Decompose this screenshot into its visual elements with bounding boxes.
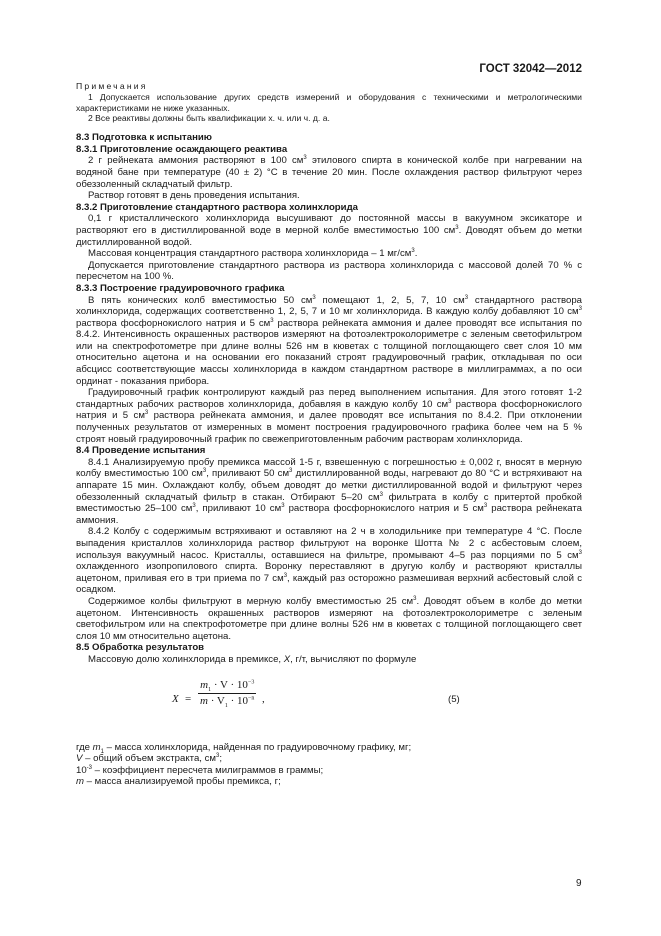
section-8-3-heading: 8.3 Подготовка к испытанию — [76, 132, 212, 144]
fraction-bar — [198, 693, 256, 694]
formula-fraction — [198, 680, 256, 708]
page-number: 9 — [576, 878, 582, 889]
section-8-3-2-para-2: Массовая концентрация стандартного раствора холинхлорида – 1 $мг/см^3$. — [88, 247, 418, 260]
formula-number: (5) — [448, 693, 460, 705]
where-line-4: m – масса анализируемой пробы премикса, г; — [76, 776, 281, 788]
formula-5 — [76, 674, 582, 732]
document-id: ГОСТ 32042—2012 — [479, 63, 582, 75]
section-8-3-1-heading: 8.3.1 Приготовление осаждающего реактива — [76, 143, 288, 155]
section-8-3-3-heading: 8.3.3 Построение градуировочного графика — [76, 282, 285, 294]
section-8-3-3-para-1: В пять конических колб вместимостью 50 $см^3$ помещают 1, 2, 5, 7, 10 $см^3$ стандартного раствора холинхлорида, содержащих соответственно 1, 2, 5, 7 и 10 мг холинхлорида. В каждую колбу добавляют 10 $см^3$ раствора фосфорнокислого натрия и 5 $см^3$ раствора рейнеката аммония и далее проводят все испытания по 8.4.2. Интенсивность окрашенных растворов измеряют на фотоэлектроколориметре с зеленым светофильтром или на спектрофотометре при длине волны 526 нм в кюветах с толщиной поглощающего свет слоя 10 мм относительно ацетона и на основании его показаний строят градуировочный график, откладывая по оси абсцисс соответствующие массы холинхлорида в каждом стандартном растворе в миллиграммах, а по оси ординат - показания прибора. — [76, 294, 583, 387]
section-8-5-intro: Массовую долю холинхлорида в премиксе, X, г/т, вычисляют по формуле — [88, 653, 417, 665]
where-line-3: $10^{-3}$ – коэффициент пересчета милиграммов в граммы; — [76, 764, 324, 776]
section-8-3-2-heading: 8.3.2 Приготовление стандартного раствора холинхлорида — [76, 201, 358, 213]
section-8-3-1-para-2: Раствор готовят в день проведения испытания. — [88, 190, 300, 202]
section-8-3-2-para-3: Допускается приготовление стандартного раствора из раствора холинхлорида с массовой долей 70 % с пересчетом на 100 %. — [76, 259, 582, 283]
note-title: Примечания — [76, 81, 148, 91]
section-8-5-heading: 8.5 Обработка результатов — [76, 642, 205, 654]
section-8-3-2-para-1: 0,1 г кристаллического холинхлорида высушивают до постоянной массы в вакуумном эксикаторе и растворяют его в дистиллированной воде в мерной колбе вместимостью 100 $см^3$. Доводят объем до метки дистиллированной водой. — [76, 213, 582, 248]
section-8-4-2-para-2: Содержимое колбы фильтруют в мерную колбу вместимостью 25 $см^3$. Доводят объем в колбе до метки ацетоном. Интенсивность окрашенных растворов измеряют на фотоэлектроколориметре с зеленым светофильтром или на спектрофотометре при длине волны 526 нм в кюветах с толщиной поглощающего свет слоя 10 мм относительно ацетона. — [76, 595, 582, 642]
formula-equals: = — [185, 692, 192, 705]
section-8-3-3-para-2: Градуировочный график контролируют каждый раз перед выполнением испытания. Для этого готовят 1-2 стандартных рабочих растворов холинхлорида, добавляя в каждую колбу 10 $см^3$ раствора фосфорнокислого натрия и 5 $см^3$ раствора рейнеката аммония, и далее проводят все испытания по 8.4.2. При отклонении полученных результатов от измеренных в момент построения градуировочного графика более чем на 5 % строят новый градуировочный график по свежеприготовленным рабочим растворам холинхлорида. — [76, 387, 582, 445]
formula-numerator: $m_1 \cdot V \cdot 10^{-3}$ — [200, 678, 255, 693]
formula-denominator: $m \cdot V_1 \cdot 10^{-n}$ — [200, 695, 255, 710]
page-body — [76, 81, 582, 788]
section-8-4-heading: 8.4 Проведение испытания — [76, 445, 206, 457]
section-8-4-2-para: 8.4.2 Колбу с содержимым встряхивают и оставляют на 2 ч в холодильнике при температуре 4 °С. После выпадения кристаллов холинхлорида раствор фильтруют на воронке Шотта № 2 с асбестовым слоем, используя вакуумный насос. Кристаллы, оставшиеся на фильтре, промывают 4–5 раз порциями по 5 $см^3$ охлажденного изопропилового спирта. Воронку переставляют в другую колбу и растворяют кристаллы ацетоном, приливая его в три приема по 7 $см^3$, каждый раз осторожно размешивая верхний асбестовый слой с осадком. — [76, 526, 582, 596]
where-line-2: V – общий объем экстракта, $см^3$; — [76, 752, 223, 765]
section-8-3-1-para-1: 2 г рейнеката аммония растворяют в 100 $см^3$ этилового спирта в конической колбе при нагревании на водяной бане при температуре (40 ± 2) °С в течение 20 мин. После охлаждения раствор фильтруют через обеззоленный складчатый фильтр. — [76, 155, 582, 190]
formula-comma: , — [262, 692, 265, 705]
note-item-1: 1 Допускается использование других средств измерений и оборудования с техническими и метрологическими характеристиками не ниже указанных. — [76, 91, 582, 113]
note-item-2: 2 Все реактивы должны быть квалификации х. ч. или ч. д. а. — [88, 113, 330, 124]
section-8-4-1-para: 8.4.1 Анализируемую пробу премикса массой 1-5 г, взвешенную с погрешностью ± 0,002 г, вносят в мерную колбу вместимостью 100 $см^3$, приливают 50 $см^3$ дистиллированной воды, нагревают до 80 °С и встряхивают на аппарате 15 мин. Охлаждают колбу, объем доводят до метки дистиллированной водой и фильтруют через обеззоленный складчатый фильтр в стакан. Отбирают 5–20 $см^3$ фильтрата в колбу с притертой пробкой вместимостью 25–100 $см^3$, приливают 10 $см^3$ раствора фосфорнокислого натрия и 5 $см^3$ раствора рейнеката аммония. — [76, 456, 583, 526]
formula-lhs: X — [172, 692, 179, 705]
where-line-1: где $m_1$ – масса холинхлорида, найденная по градуировочному графику, мг; — [76, 741, 412, 755]
